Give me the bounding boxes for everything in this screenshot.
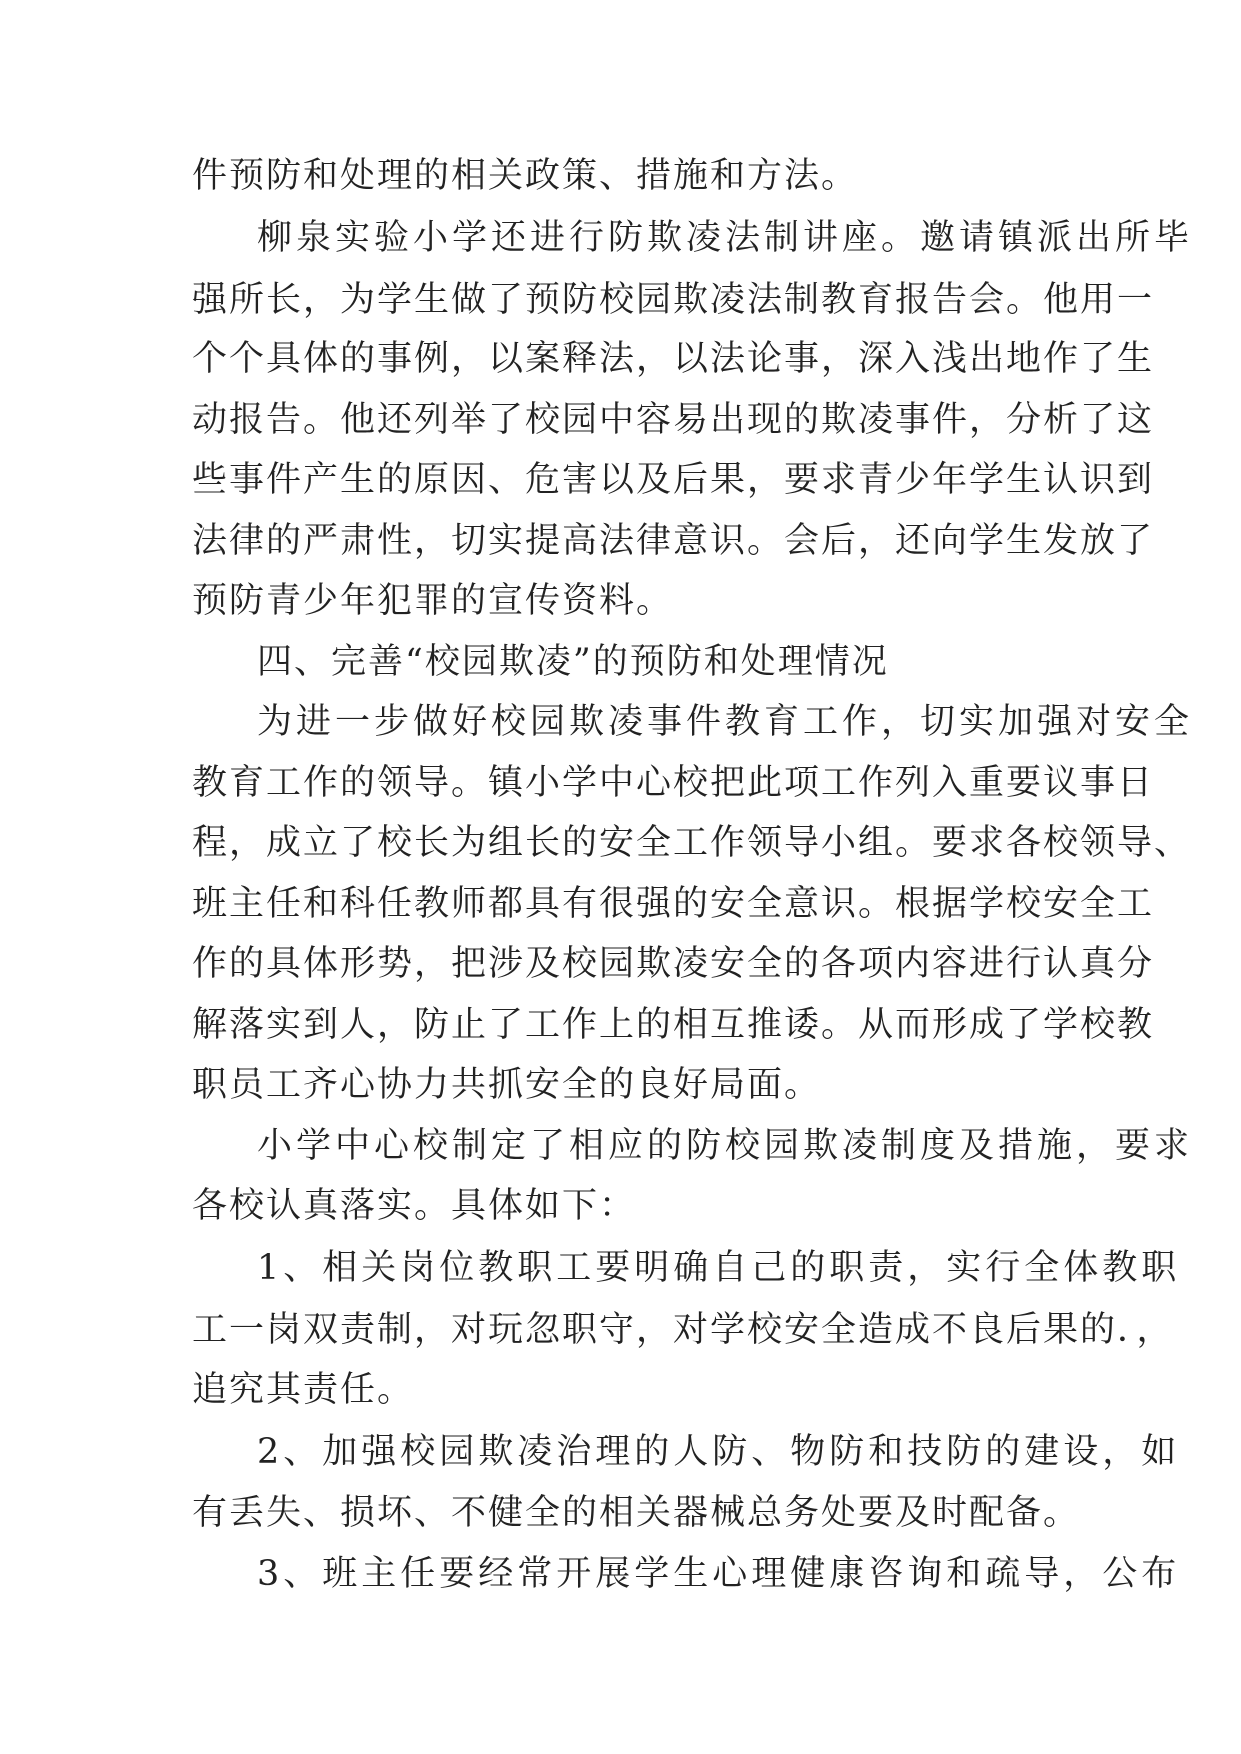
text-line: 职员工齐心协力共抓安全的良好局面。 [192, 1065, 822, 1105]
text-line: 解落实到人，防止了工作上的相互推诿。从而形成了学校教 [192, 1005, 1155, 1045]
text-line: 工一岗双责制，对玩忽职守，对学校安全造成不良后果的．， [192, 1310, 1174, 1350]
list-item: 1、相关岗位教职工要明确自己的职责，实行全体教职 [257, 1248, 1181, 1288]
text-line: 有丢失、损坏、不健全的相关器械总务处要及时配备。 [192, 1493, 1081, 1533]
section-heading: 四、完善“校园欺凌”的预防和处理情况 [257, 642, 889, 682]
text-line: 个个具体的事例，以案释法，以法论事，深入浅出地作了生 [192, 339, 1155, 379]
text-line: 为进一步做好校园欺凌事件教育工作，切实加强对安全 [257, 702, 1194, 742]
text-line: 动报告。他还列举了校园中容易出现的欺凌事件，分析了这 [192, 400, 1155, 440]
text-line: 追究其责任。 [192, 1370, 415, 1410]
text-line: 作的具体形势，把涉及校园欺凌安全的各项内容进行认真分 [192, 944, 1155, 984]
text-line: 些事件产生的原因、危害以及后果，要求青少年学生认识到 [192, 460, 1155, 500]
list-item: 3、班主任要经常开展学生心理健康咨询和疏导，公布 [257, 1554, 1181, 1594]
list-item: 2、加强校园欺凌治理的人防、物防和技防的建设，如 [257, 1432, 1181, 1472]
text-line: 小学中心校制定了相应的防校园欺凌制度及措施，要求 [257, 1126, 1194, 1166]
text-line: 柳泉实验小学还进行防欺凌法制讲座。邀请镇派出所毕 [257, 218, 1194, 258]
text-line: 预防青少年犯罪的宣传资料。 [192, 581, 674, 621]
text-line: 各校认真落实。具体如下： [192, 1186, 637, 1226]
text-line: 班主任和科任教师都具有很强的安全意识。根据学校安全工 [192, 884, 1155, 924]
text-line: 教育工作的领导。镇小学中心校把此项工作列入重要议事日 [192, 763, 1155, 803]
text-line: 法律的严肃性，切实提高法律意识。会后，还向学生发放了 [192, 521, 1155, 561]
text-line: 程，成立了校长为组长的安全工作领导小组。要求各校领导、 [192, 823, 1192, 863]
text-line: 强所长，为学生做了预防校园欺凌法制教育报告会。他用一 [192, 280, 1155, 320]
text-line: 件预防和处理的相关政策、措施和方法。 [192, 156, 859, 196]
